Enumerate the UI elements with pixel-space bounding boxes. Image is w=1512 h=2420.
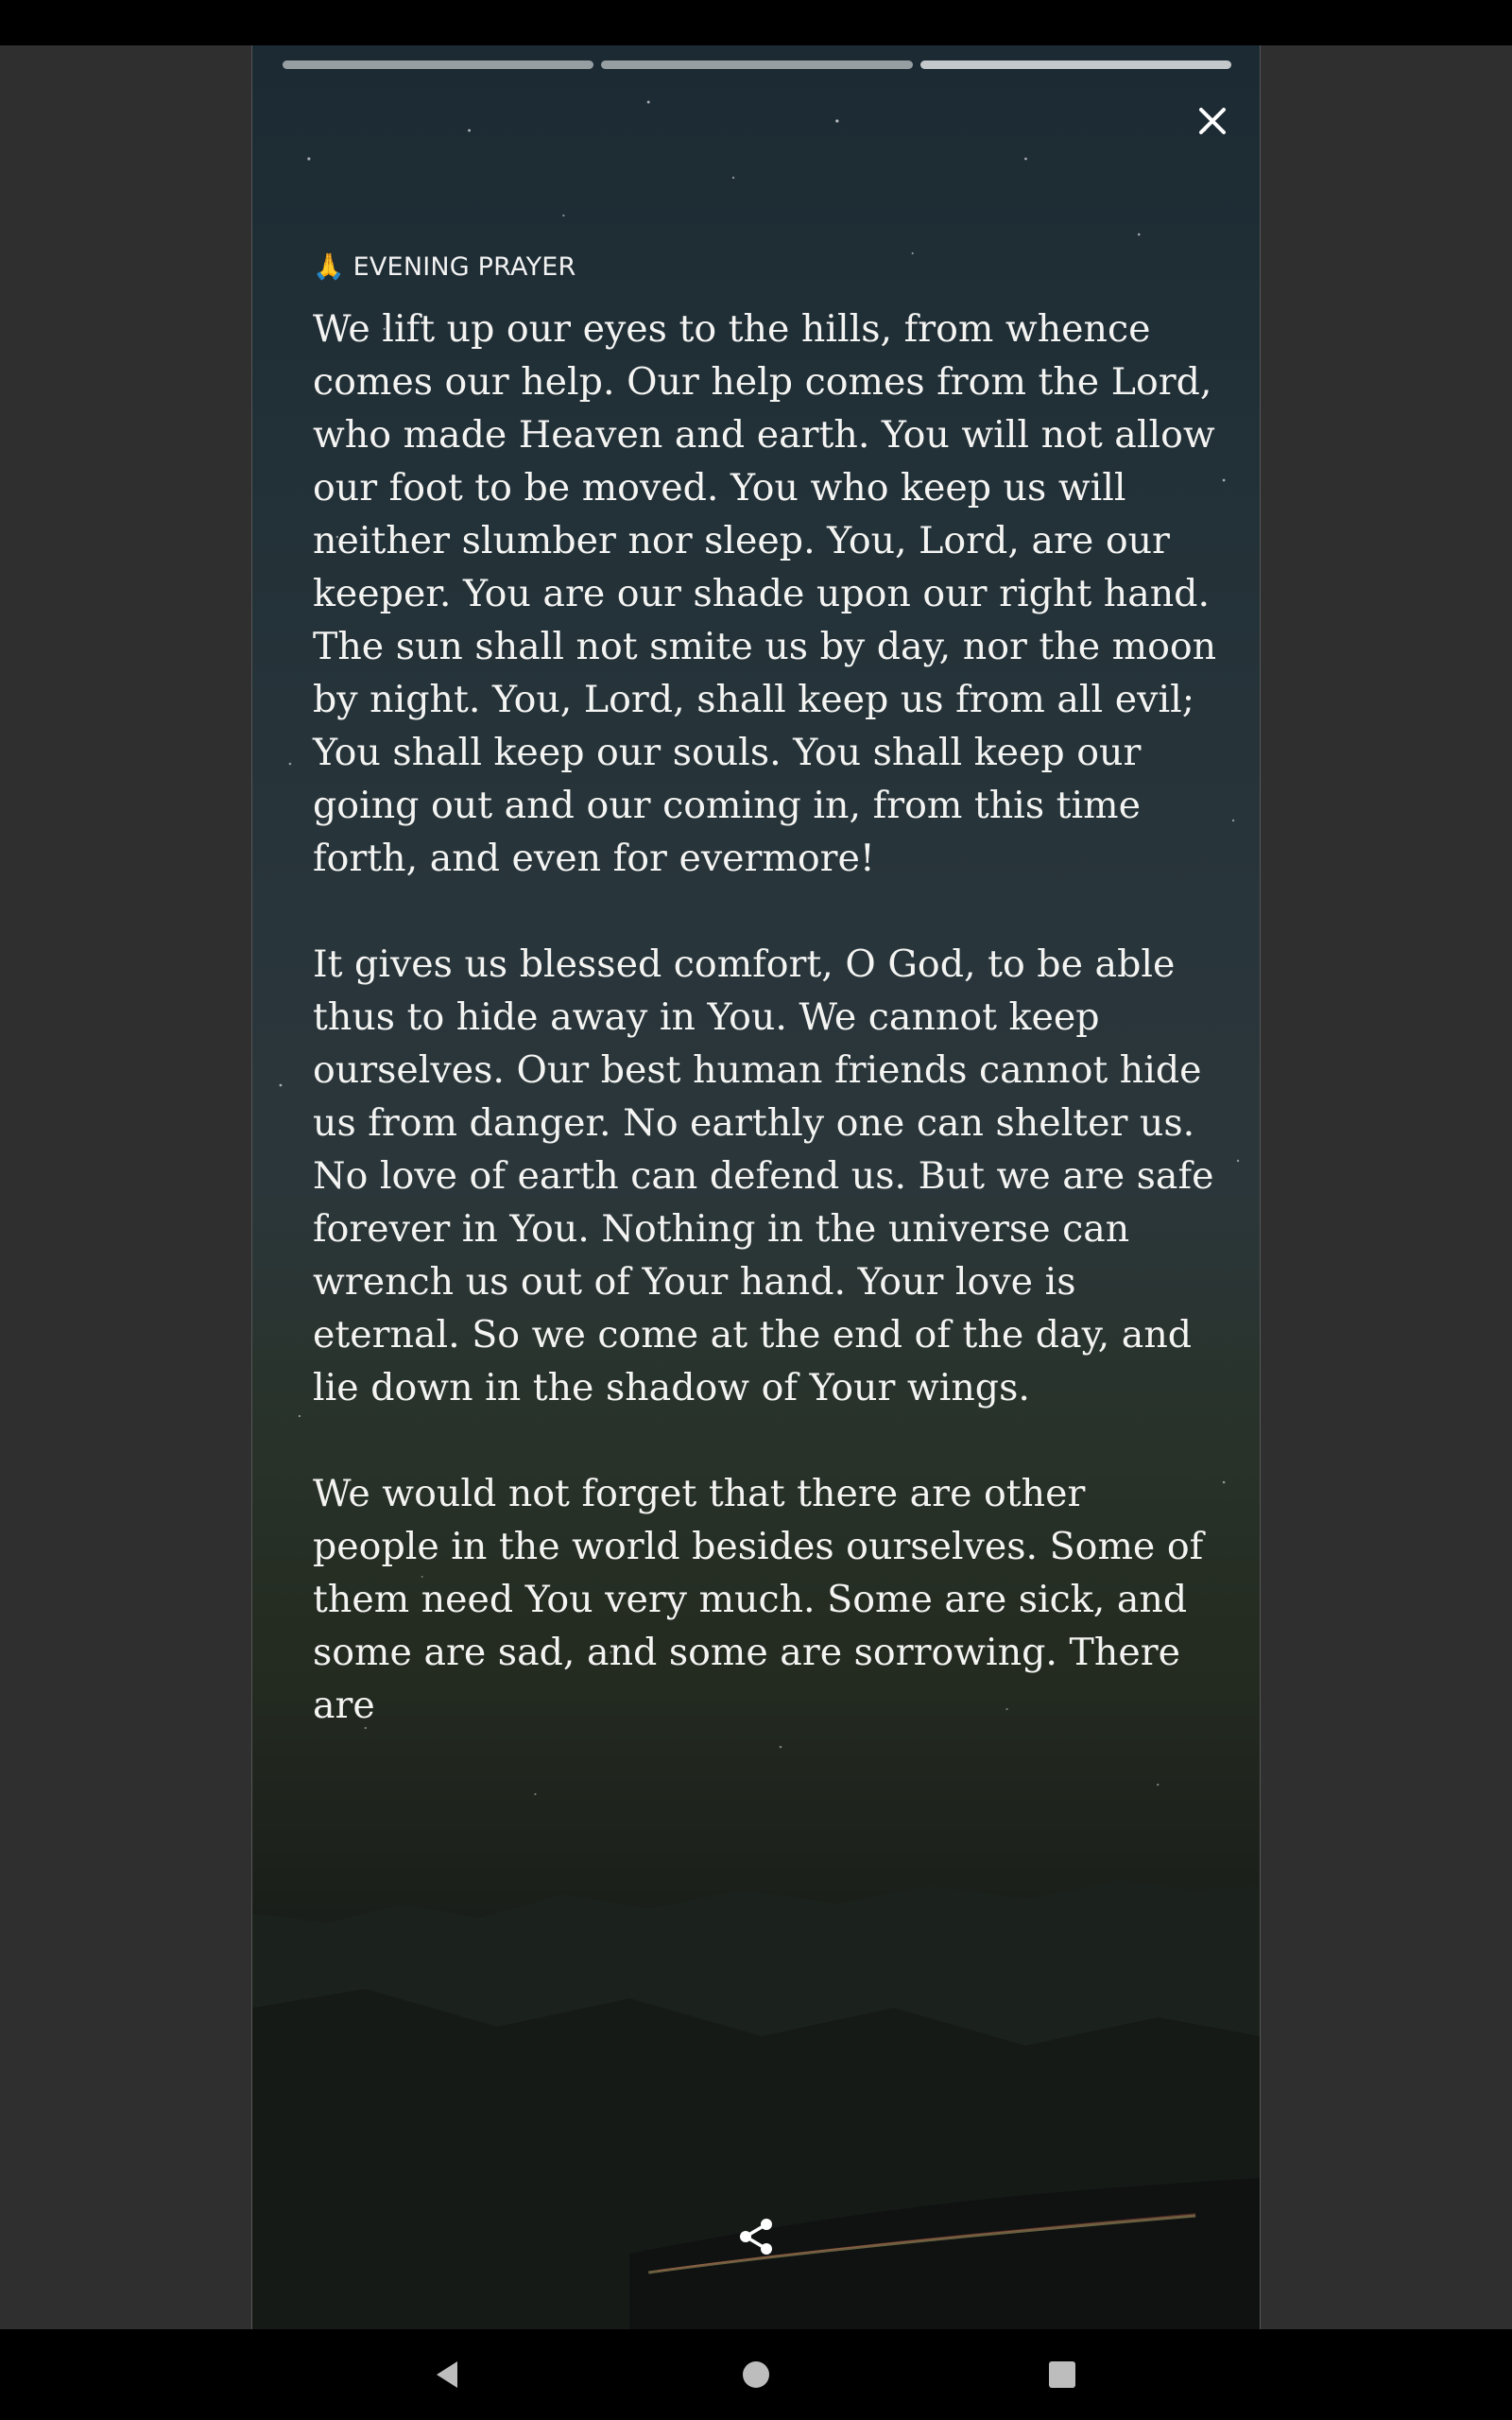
back-triangle-icon [425, 2352, 471, 2397]
praying-hands-icon: 🙏 [313, 252, 345, 282]
prayer-paragraph-3: We would not forget that there are other people in the world besides ourselves. Some of them need You very much. Some are sick, and some are sad, and some are sorrowing. There are [313, 1472, 1204, 1727]
share-icon [736, 2216, 778, 2257]
status-bar [0, 0, 1512, 45]
story-progress-bar [283, 60, 1231, 69]
recents-square-icon [1040, 2352, 1085, 2397]
progress-segment-1 [283, 60, 593, 69]
close-icon [1192, 100, 1233, 142]
story-viewer [251, 45, 1261, 2329]
close-button[interactable] [1192, 100, 1233, 142]
home-circle-icon [733, 2352, 779, 2397]
share-button[interactable] [736, 2216, 778, 2257]
progress-segment-2 [601, 60, 912, 69]
recents-button[interactable] [1040, 2352, 1085, 2397]
category-title: EVENING PRAYER [352, 252, 576, 282]
prayer-body [313, 302, 1220, 1785]
navigation-bar [0, 2329, 1512, 2420]
category-label [313, 251, 576, 282]
progress-segment-3 [920, 60, 1231, 69]
back-button[interactable] [425, 2352, 471, 2397]
prayer-paragraph-1: We lift up our eyes to the hills, from whence comes our help. Our help comes from the Lord, who made Heaven and earth. You will not allow our foot to be moved. You who keep us will neither slumber nor sleep. You, Lord, are our keeper. You are our shade upon our right hand. The sun shall not smite us by day, nor the moon by night. You, Lord, shall keep us from all evil; You shall keep our souls. You shall keep our going out and our coming in, from this time forth, and even for evermore! [313, 307, 1217, 880]
prayer-paragraph-2: It gives us blessed comfort, O God, to be able thus to hide away in You. We cannot keep ourselves. Our best human friends cannot hide us from danger. No earthly one can shelter us. No love of earth can defend us. But we are safe forever in You. Nothing in the universe can wrench us out of Your hand. Your love is eternal. So we come at the end of the day, and lie down in the shadow of Your wings. [313, 942, 1214, 1409]
home-button[interactable] [733, 2352, 779, 2397]
